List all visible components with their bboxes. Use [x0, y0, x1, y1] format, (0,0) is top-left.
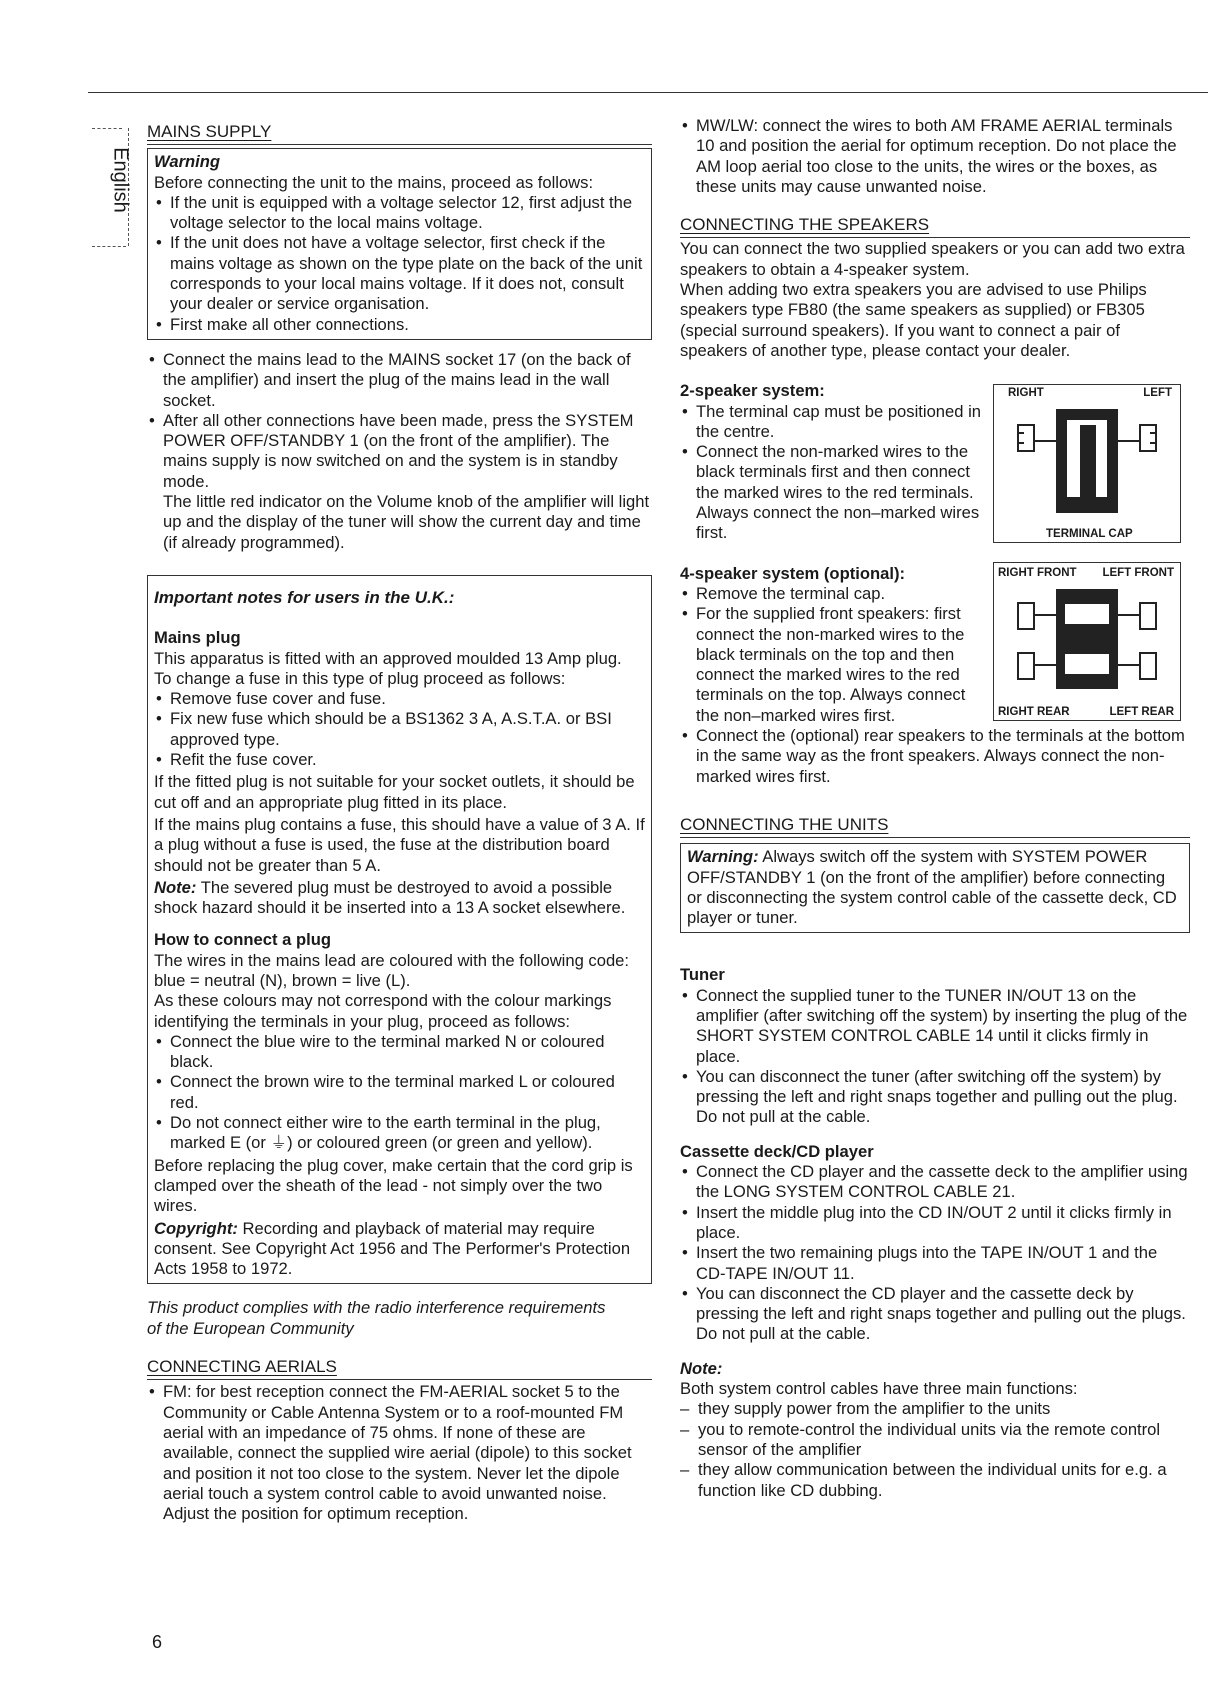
fuse-intro: To change a fuse in this type of plug proceed as follows:: [154, 668, 566, 688]
list-item: • Remove the terminal cap.: [680, 584, 1190, 604]
list-item: • You can disconnect the tuner (after switching off the system) by pressing the left and right snaps together and pulling out the plug. Do not pull at the cable.: [680, 1067, 1190, 1128]
uk-notes-box: [147, 575, 652, 1285]
unsuitable-plug-text: If the fitted plug is not suitable for your socket outlets, it should be cut off and an appropriate plug fitted in its place.: [154, 772, 635, 812]
language-tab: [84, 118, 132, 253]
list-item: • Connect the non-marked wires to the black terminals first and then connect the marked wires to the red terminals. Always connect the non–marked wires first.: [680, 442, 990, 543]
list-item: • If the unit does not have a voltage selector, first check if the mains voltage as shown on the type plate on the back of the unit corresponds to your local mains voltage. If it does not, consult your dealer or service organisation.: [154, 233, 645, 314]
cassette-steps: [680, 1162, 1190, 1345]
note-text: The severed plug must be destroyed to avoid a possible shock hazard should it be inserted into a 13 A socket elsewhere.: [154, 877, 626, 918]
diagram-label-cap: TERMINAL CAP: [1046, 528, 1133, 540]
warning-title: Warning: [154, 152, 221, 172]
list-item: • Remove fuse cover and fuse.: [154, 689, 645, 709]
copyright-label: Copyright:: [154, 1218, 238, 1238]
tab-bracket-top: [92, 128, 122, 129]
diagram-label-right-rear: RIGHT REAR: [998, 706, 1070, 718]
aerials-heading: CONNECTING AERIALS: [147, 1357, 652, 1379]
aerials-section: [147, 1357, 652, 1524]
warning-list: [154, 193, 645, 335]
cassette-head: Cassette deck/CD player: [680, 1141, 874, 1161]
two-speaker-head: 2-speaker system:: [680, 381, 825, 401]
two-speaker-diagram: [993, 384, 1181, 543]
terminal-drawing-4: [994, 563, 1180, 720]
cables-note-head: Note:: [680, 1358, 723, 1378]
diagram-label-left: LEFT: [1143, 387, 1172, 399]
cables-note-intro: Both system control cables have three main functions:: [680, 1379, 1078, 1399]
list-item: • Connect the (optional) rear speakers to the terminals at the bottom in the same way as the front speakers. Always connect the non-marked wires first.: [680, 726, 1190, 787]
list-item: • Connect the mains lead to the MAINS socket 17 (on the back of the amplifier) and insert the plug of the mains lead in the wall socket.: [147, 350, 652, 411]
list-item: – they supply power from the amplifier to the units: [680, 1399, 1190, 1419]
wiring-steps: [154, 1032, 645, 1154]
diagram-label-left-front: LEFT FRONT: [1102, 567, 1174, 579]
connect-plug-head: How to connect a plug: [154, 930, 331, 950]
terminal-drawing: [994, 385, 1180, 542]
mw-aerial-list: [680, 116, 1190, 197]
copyright-note: [154, 1219, 645, 1280]
diagram-label-left-rear: LEFT REAR: [1109, 706, 1174, 718]
right-column: [680, 116, 1190, 1501]
list-item: • First make all other connections.: [154, 315, 645, 335]
page-number: 6: [152, 1632, 163, 1652]
fuse-steps: [154, 689, 645, 770]
tab-bracket-bottom: [92, 246, 126, 247]
list-item: • Insert the two remaining plugs into the TAPE IN/OUT 1 and the CD-TAPE IN/OUT 11.: [680, 1243, 1190, 1284]
four-speaker-head: 4-speaker system (optional):: [680, 563, 906, 583]
colour-marking-text: As these colours may not correspond with the colour markings identifying the terminals in your plug, proceed as follows:: [154, 991, 612, 1031]
diagram-label-right-front: RIGHT FRONT: [998, 567, 1077, 579]
cord-grip-text: Before replacing the plug cover, make certain that the cord grip is clamped over the sheath of the lead - not simply over the two wires.: [154, 1155, 633, 1216]
list-item: • Do not connect either wire to the earth terminal in the plug, marked E (or ⏚) or coloured green (or green and yellow).: [154, 1113, 645, 1154]
severed-plug-note: [154, 878, 645, 919]
indicator-note: The little red indicator on the Volume knob of the amplifier will light up and the display of the tuner will show the current day and time (if already programmed).: [163, 492, 650, 552]
list-item: • MW/LW: connect the wires to both AM FRAME AERIAL terminals 10 and position the aerial for optimum reception. Do not place the AM loop aerial too close to the units, the wires or the boxes, as these units may cause unwanted noise.: [680, 116, 1190, 197]
units-section: [680, 815, 1190, 1501]
note-label: Note:: [154, 877, 197, 897]
tuner-head: Tuner: [680, 965, 725, 985]
list-item: • FM: for best reception connect the FM-AERIAL socket 5 to the Community or Cable Antenna System or to a roof-mounted FM aerial with an impedance of 75 ohms. If none of these are available, connect the supplied wire aerial (dipole) to this socket and position it not too close to the system. Never let the dipole aerial touch a system control cable to avoid unwanted noise. Adjust the position for optimum reception.: [147, 1382, 652, 1524]
speakers-intro: You can connect the two supplied speakers or you can add two extra speakers to obtain a 4-speaker system.: [680, 239, 1185, 279]
fuse-value-text: If the mains plug contains a fuse, this should have a value of 3 A. If a plug without a fuse is used, the fuse at the distribution board should not be greater than 5 A.: [154, 814, 645, 875]
speakers-advice: When adding two extra speakers you are advised to use Philips speakers type FB80 (the same speakers as supplied) or FB305 (special surround speakers). If you want to connect a pair of speakers of another type, please contact your dealer.: [680, 280, 1147, 360]
units-warning-text: Always switch off the system with SYSTEM POWER OFF/STANDBY 1 (on the front of the amplifier) before connecting or disconnecting the system control cable of the cassette deck, CD player or tuner.: [687, 847, 1177, 928]
list-item: • Connect the supplied tuner to the TUNER IN/OUT 13 on the amplifier (after switching off the system) by inserting the plug of the SHORT SYSTEM CONTROL CABLE 14 until it clicks firmly in place.: [680, 986, 1190, 1067]
units-warning: [687, 847, 1183, 928]
top-rule: [88, 92, 1208, 93]
mains-warning-box: [147, 148, 652, 340]
list-item: • Fix new fuse which should be a BS1362 3 A, A.S.T.A. or BSI approved type.: [154, 709, 645, 750]
four-speaker-diagram: [993, 562, 1181, 721]
two-speaker-block: [680, 381, 990, 543]
tuner-steps: [680, 986, 1190, 1128]
list-item: – they allow communication between the individual units for e.g. a function like CD dubbing.: [680, 1460, 1190, 1501]
list-item: • Connect the blue wire to the terminal marked N or coloured black.: [154, 1032, 645, 1073]
speakers-heading: CONNECTING THE SPEAKERS: [680, 215, 1190, 237]
list-item: • The terminal cap must be positioned in the centre.: [680, 402, 990, 443]
mains-plug-head: Mains plug: [154, 628, 241, 648]
cables-functions: [680, 1399, 1190, 1500]
left-column: [147, 122, 652, 1524]
list-item: – you to remote-control the individual units via the remote control sensor of the amplifier: [680, 1420, 1190, 1461]
uk-notes-title: Important notes for users in the U.K.:: [154, 587, 455, 607]
list-item: • After all other connections have been made, press the SYSTEM POWER OFF/STANDBY 1 (on the front of the amplifier). The mains supply is now switched on and the system is in standby mode.: [147, 411, 652, 492]
mains-steps: [147, 350, 652, 492]
copyright-text: Recording and playback of material may require consent. See Copyright Act 1956 and The Performer's Protection Acts 1958 to 1972.: [154, 1218, 631, 1279]
mains-section: [147, 122, 652, 553]
diagram-label-right: RIGHT: [1008, 387, 1044, 399]
warning-intro: Before connecting the unit to the mains, proceed as follows:: [154, 172, 594, 192]
wire-colour-code: The wires in the mains lead are coloured with the following code: blue = neutral (N), brown = live (L).: [154, 950, 630, 990]
list-item: • You can disconnect the CD player and the cassette deck by pressing the left and right snaps together and pulling out the plugs. Do not pull at the cable.: [680, 1284, 1190, 1345]
eu-compliance-note: This product complies with the radio interference requirements of the European Community: [147, 1298, 606, 1338]
list-item: • Refit the fuse cover.: [154, 750, 645, 770]
list-item: • For the supplied front speakers: first connect the non-marked wires to the black terminals on the top and then connect the marked wires to the red terminals on the top. Always connect the non–marked wires first.: [680, 604, 991, 726]
units-warning-label: Warning:: [687, 847, 759, 867]
mains-heading: MAINS SUPPLY: [147, 122, 652, 144]
plug-intro: This apparatus is fitted with an approved moulded 13 Amp plug.: [154, 648, 622, 668]
two-speaker-steps: [680, 402, 990, 544]
units-warning-box: [680, 843, 1190, 933]
list-item: • Connect the brown wire to the terminal marked L or coloured red.: [154, 1072, 645, 1113]
list-item: • Insert the middle plug into the CD IN/OUT 2 until it clicks firmly in place.: [680, 1203, 1190, 1244]
units-heading: CONNECTING THE UNITS: [680, 815, 1190, 837]
language-label: English: [109, 147, 132, 213]
list-item: • Connect the CD player and the cassette deck to the amplifier using the LONG SYSTEM CONTROL CABLE 21.: [680, 1162, 1190, 1203]
aerials-list: [147, 1382, 652, 1524]
list-item: • If the unit is equipped with a voltage selector 12, first adjust the voltage selector to the local mains voltage.: [154, 193, 645, 234]
